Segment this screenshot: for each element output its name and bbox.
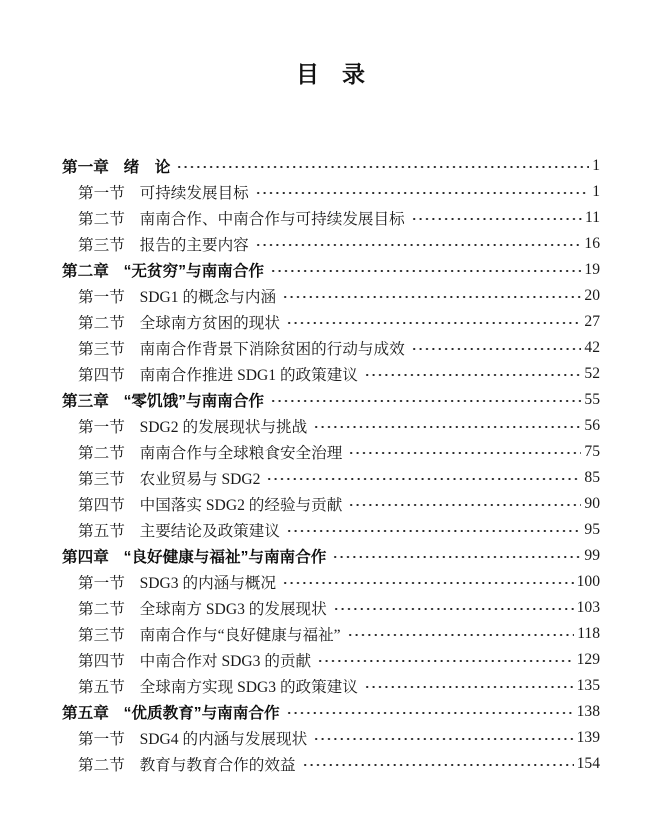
dot-leader bbox=[302, 751, 574, 777]
toc-entry[interactable] bbox=[62, 231, 600, 257]
dot-leader bbox=[282, 569, 574, 595]
dot-leader bbox=[286, 699, 574, 725]
toc-entry-number: 第二节 bbox=[78, 211, 125, 228]
dot-leader bbox=[411, 205, 582, 231]
dot-leader bbox=[348, 439, 581, 465]
toc-entry-page-number: 118 bbox=[577, 625, 600, 642]
toc-entry-page-number: 100 bbox=[576, 573, 600, 590]
toc-entry-number: 第五节 bbox=[78, 523, 125, 540]
toc-list bbox=[62, 153, 600, 777]
toc-entry-title: 报告的主要内容 bbox=[139, 237, 249, 254]
toc-entry-title: 全球南方实现 SDG3 的政策建议 bbox=[139, 679, 358, 696]
toc-entry[interactable] bbox=[62, 413, 600, 439]
toc-entry-page-number: 56 bbox=[584, 417, 600, 434]
toc-entry-number: 第四节 bbox=[78, 653, 125, 670]
toc-entry[interactable] bbox=[62, 725, 600, 751]
toc-entry-title: 南南合作、中南合作与可持续发展目标 bbox=[139, 211, 405, 228]
toc-entry-title: SDG3 的内涵与概况 bbox=[139, 575, 277, 592]
dot-leader bbox=[332, 543, 581, 569]
toc-entry[interactable] bbox=[62, 751, 600, 777]
toc-entry-title: 中南合作对 SDG3 的贡献 bbox=[139, 653, 312, 670]
dot-leader bbox=[286, 517, 581, 543]
toc-entry-title: SDG1 的概念与内涵 bbox=[139, 289, 277, 306]
toc-entry-page-number: 27 bbox=[584, 313, 600, 330]
dot-leader bbox=[313, 413, 581, 439]
toc-entry[interactable] bbox=[62, 205, 600, 231]
toc-entry-number: 第一节 bbox=[78, 185, 125, 202]
toc-entry-title: SDG2 的发展现状与挑战 bbox=[139, 419, 308, 436]
dot-leader bbox=[286, 309, 581, 335]
toc-entry[interactable] bbox=[62, 361, 600, 387]
page-title: 目 录 bbox=[296, 61, 365, 87]
toc-entry-number: 第一节 bbox=[78, 289, 125, 306]
toc-entry[interactable] bbox=[62, 543, 600, 569]
toc-entry[interactable] bbox=[62, 283, 600, 309]
toc-entry-number: 第一节 bbox=[78, 731, 125, 748]
dot-leader bbox=[255, 231, 582, 257]
dot-leader bbox=[348, 491, 581, 517]
toc-entry-number: 第二节 bbox=[78, 315, 125, 332]
toc-entry[interactable] bbox=[62, 595, 600, 621]
toc-entry-page-number: 20 bbox=[584, 287, 600, 304]
toc-entry-page-number: 129 bbox=[576, 651, 600, 668]
toc-entry[interactable] bbox=[62, 699, 600, 725]
dot-leader bbox=[333, 595, 574, 621]
toc-entry-number: 第二节 bbox=[78, 757, 125, 774]
toc-entry-page-number: 1 bbox=[592, 183, 600, 200]
dot-leader bbox=[270, 387, 581, 413]
dot-leader bbox=[317, 647, 573, 673]
toc-entry-title: 农业贸易与 SDG2 bbox=[139, 471, 261, 488]
toc-entry-title: 南南合作推进 SDG1 的政策建议 bbox=[139, 367, 358, 384]
toc-entry-title: 可持续发展目标 bbox=[139, 185, 249, 202]
toc-entry-page-number: 139 bbox=[576, 729, 600, 746]
toc-entry-number: 第四章 bbox=[62, 549, 109, 566]
dot-leader bbox=[266, 465, 581, 491]
toc-entry-page-number: 103 bbox=[576, 599, 600, 616]
toc-entry-page-number: 52 bbox=[584, 365, 600, 382]
toc-entry-number: 第二节 bbox=[78, 445, 125, 462]
toc-entry[interactable] bbox=[62, 153, 600, 179]
toc-entry-number: 第一章 bbox=[62, 159, 109, 176]
toc-entry[interactable] bbox=[62, 647, 600, 673]
toc-entry-number: 第二节 bbox=[78, 601, 125, 618]
toc-entry-page-number: 1 bbox=[592, 157, 600, 174]
toc-entry-title: 绪 论 bbox=[123, 159, 171, 176]
toc-entry-page-number: 90 bbox=[584, 495, 600, 512]
toc-entry-number: 第三章 bbox=[62, 393, 109, 410]
toc-entry[interactable] bbox=[62, 257, 600, 283]
toc-entry-title: 教育与教育合作的效益 bbox=[139, 757, 296, 774]
toc-entry-page-number: 95 bbox=[584, 521, 600, 538]
toc-entry[interactable] bbox=[62, 439, 600, 465]
toc-entry-title: 南南合作与全球粮食安全治理 bbox=[139, 445, 343, 462]
toc-entry[interactable] bbox=[62, 621, 600, 647]
toc-entry[interactable] bbox=[62, 569, 600, 595]
toc-entry-page-number: 99 bbox=[584, 547, 600, 564]
toc-entry-number: 第三节 bbox=[78, 341, 125, 358]
toc-entry-title: 南南合作与“良好健康与福祉” bbox=[139, 627, 341, 644]
toc-entry[interactable] bbox=[62, 491, 600, 517]
toc-entry-page-number: 19 bbox=[584, 261, 600, 278]
toc-entry-title: 主要结论及政策建议 bbox=[139, 523, 280, 540]
toc-entry-title: “良好健康与福祉”与南南合作 bbox=[123, 549, 327, 566]
toc-entry-page-number: 85 bbox=[584, 469, 600, 486]
toc-entry-title: “无贫穷”与南南合作 bbox=[123, 263, 264, 280]
dot-leader bbox=[176, 153, 589, 179]
toc-entry[interactable] bbox=[62, 309, 600, 335]
toc-entry-number: 第三节 bbox=[78, 471, 125, 488]
dot-leader bbox=[347, 621, 575, 647]
toc-entry-title: 南南合作背景下消除贫困的行动与成效 bbox=[139, 341, 405, 358]
toc-entry-title: “零饥饿”与南南合作 bbox=[123, 393, 264, 410]
toc-entry-page-number: 154 bbox=[576, 755, 600, 772]
toc-entry-page-number: 135 bbox=[576, 677, 600, 694]
toc-entry[interactable] bbox=[62, 673, 600, 699]
toc-entry[interactable] bbox=[62, 179, 600, 205]
toc-entry[interactable] bbox=[62, 517, 600, 543]
toc-entry-title: 全球南方 SDG3 的发展现状 bbox=[139, 601, 327, 618]
toc-entry-number: 第二章 bbox=[62, 263, 109, 280]
dot-leader bbox=[313, 725, 573, 751]
toc-entry[interactable] bbox=[62, 335, 600, 361]
dot-leader bbox=[255, 179, 589, 205]
toc-entry-title: 中国落实 SDG2 的经验与贡献 bbox=[139, 497, 343, 514]
dot-leader bbox=[411, 335, 582, 361]
toc-entry-number: 第五章 bbox=[62, 705, 109, 722]
toc-entry-page-number: 55 bbox=[584, 391, 600, 408]
toc-entry-title: SDG4 的内涵与发展现状 bbox=[139, 731, 308, 748]
toc-entry-page-number: 75 bbox=[584, 443, 600, 460]
toc-entry-title: 全球南方贫困的现状 bbox=[139, 315, 280, 332]
toc-entry[interactable] bbox=[62, 387, 600, 413]
toc-entry-page-number: 11 bbox=[584, 209, 600, 226]
toc-entry-number: 第三节 bbox=[78, 237, 125, 254]
toc-entry-number: 第四节 bbox=[78, 367, 125, 384]
toc-entry-number: 第四节 bbox=[78, 497, 125, 514]
toc-entry-page-number: 42 bbox=[584, 339, 600, 356]
toc-entry[interactable] bbox=[62, 465, 600, 491]
dot-leader bbox=[270, 257, 581, 283]
dot-leader bbox=[282, 283, 581, 309]
toc-entry-number: 第一节 bbox=[78, 575, 125, 592]
toc-entry-title: “优质教育”与南南合作 bbox=[123, 705, 280, 722]
toc-entry-number: 第三节 bbox=[78, 627, 125, 644]
toc-entry-page-number: 138 bbox=[576, 703, 600, 720]
dot-leader bbox=[364, 673, 574, 699]
dot-leader bbox=[364, 361, 581, 387]
toc-entry-page-number: 16 bbox=[584, 235, 600, 252]
toc-entry-number: 第一节 bbox=[78, 419, 125, 436]
toc-entry-number: 第五节 bbox=[78, 679, 125, 696]
